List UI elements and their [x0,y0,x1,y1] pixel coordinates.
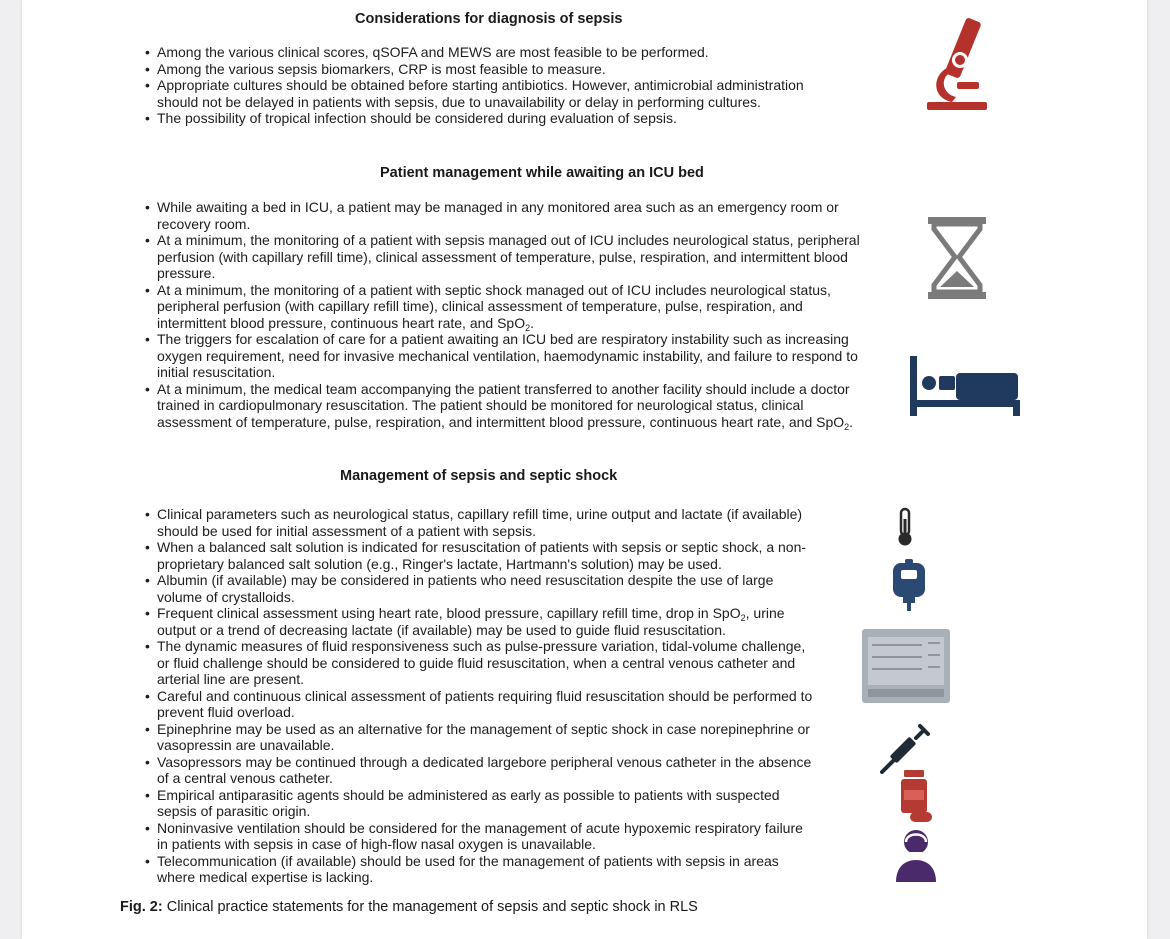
list-item: • Albumin (if available) may be considered in patients who need resuscitation despite the use of large volume of crystalloids. [145,572,815,605]
list-item: • Telecommunication (if available) should be used for the management of patients with sepsis in areas where medical expertise is lacking. [145,853,815,886]
list-item: • The triggers for escalation of care for a patient awaiting an ICU bed are respiratory instability such as increasing oxygen requirement, need for invasive mechanical ventilation, haemodynamic instability, and failure to respond to initial resuscitation. [145,331,873,381]
syringe-icon [880,722,932,774]
figure-caption-text: Clinical practice statements for the management of sepsis and septic shock in RLS [162,899,698,915]
thermometer-icon [894,507,916,547]
list-item: • Appropriate cultures should be obtained before starting antibiotics. However, antimicrobial administration should not be delayed in patients with sepsis, due to unavailability or delay in performing cultures. [145,77,845,110]
list-item: • Frequent clinical assessment using heart rate, blood pressure, capillary refill time, drop in SpO$_2$, urine output or a trend of decreasing lactate (if available) may be used to guide fluid resuscitation. [145,605,815,638]
doctor-icon [894,828,938,882]
figure-caption [120,899,698,915]
hourglass-icon [928,217,986,299]
icu-bed-list [145,199,873,430]
list-item: • The dynamic measures of fluid responsiveness such as pulse-pressure variation, tidal-volume challenge, or fluid challenge should be considered to guide fluid resuscitation, when a central venous catheter and arterial line are present. [145,638,815,688]
list-item: • Empirical antiparasitic agents should be administered as early as possible to patients with suspected sepsis of parasitic origin. [145,787,815,820]
list-item: • Careful and continuous clinical assessment of patients requiring fluid resuscitation should be performed to prevent fluid overload. [145,688,815,721]
medicine-bottle-icon [898,770,934,822]
hospital-bed-icon [910,356,1020,418]
list-item: • At a minimum, the monitoring of a patient with sepsis managed out of ICU includes neurological status, peripheral perfusion (with capillary refill time), clinical assessment of temperature, pulse, respiration, and intermittent blood pressure. [145,232,873,282]
monitor-icon [862,629,950,703]
iv-bag-icon [891,559,927,611]
list-item: • While awaiting a bed in ICU, a patient may be managed in any monitored area such as an emergency room or recovery room. [145,199,873,232]
list-item: • Vasopressors may be continued through a dedicated largebore peripheral venous catheter in the absence of a central venous catheter. [145,754,815,787]
figure-label: Fig. 2: [120,899,163,915]
list-item: • Among the various clinical scores, qSOFA and MEWS are most feasible to be performed. [145,44,845,61]
microscope-icon [922,18,992,113]
list-item: • Noninvasive ventilation should be considered for the management of acute hypoxemic respiratory failure in patients with sepsis in case of high-flow nasal oxygen is unavailable. [145,820,815,853]
diagnosis-list [145,44,845,127]
list-item: • Among the various sepsis biomarkers, CRP is most feasible to measure. [145,61,845,78]
section-title-diagnosis: Considerations for diagnosis of sepsis [355,11,623,27]
management-list [145,506,815,886]
document-page [22,0,1147,939]
list-item: • When a balanced salt solution is indicated for resuscitation of patients with sepsis or septic shock, a non-proprietary balanced salt solution (e.g., Ringer's lactate, Hartmann's solution) may be used. [145,539,815,572]
list-item: • Epinephrine may be used as an alternative for the management of septic shock in case norepinephrine or vasopressin are unavailable. [145,721,815,754]
section-title-icu-bed: Patient management while awaiting an ICU bed [380,165,704,181]
list-item: • At a minimum, the monitoring of a patient with septic shock managed out of ICU includes neurological status, peripheral perfusion (with capillary refill time), clinical assessment of temperature, pulse, respiration, and intermittent blood pressure, continuous heart rate, and SpO$_2$. [145,282,873,332]
list-item: • The possibility of tropical infection should be considered during evaluation of sepsis. [145,110,845,127]
list-item: • At a minimum, the medical team accompanying the patient transferred to another facility should include a doctor trained in cardiopulmonary resuscitation. The patient should be monitored for neurological status, clinical assessment of temperature, pulse, respiration, and intermittent blood pressure, continuous heart rate, and SpO$_2$. [145,381,873,431]
section-title-management: Management of sepsis and septic shock [340,468,618,484]
list-item: • Clinical parameters such as neurological status, capillary refill time, urine output and lactate (if available) should be used for initial assessment of a patient with sepsis. [145,506,815,539]
